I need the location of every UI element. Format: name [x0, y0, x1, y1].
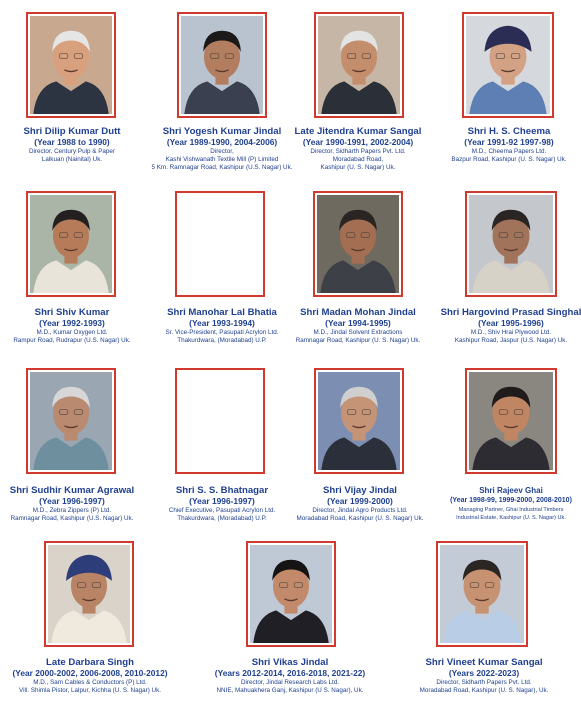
member-detail-line: Director, Sidharth Papers Pvt. Ltd. [310, 148, 406, 155]
photo-frame [313, 191, 403, 297]
member-detail-line: Director, Jindal Agro Products Ltd. [312, 507, 408, 514]
member-detail-line: Ramnagar Road, Kashipur (U.S. Nagar) Uk. [10, 515, 134, 523]
member-photo [30, 372, 112, 470]
member-years: (Year 1995-1996) [478, 318, 544, 328]
photo-frame [26, 12, 116, 118]
member-name: Shri Madan Mohan Jindal [300, 307, 416, 318]
member-years: (Year 1992-1993) [39, 318, 105, 328]
member-name: Shri Vijay Jindal [323, 485, 397, 496]
photo-frame [314, 12, 404, 118]
member-photo [469, 372, 553, 470]
member-name: Shri Shiv Kumar [34, 307, 110, 318]
member-name: Shri S. S. Bhatnagar [175, 485, 269, 496]
member-detail-line: M.D., Kumar Oxygen Ltd. [36, 329, 108, 336]
member-name: Late Darbara Singh [46, 657, 134, 668]
member-detail-line: Chief Executive, Pasupati Acrylon Ltd. [168, 507, 276, 514]
photo-frame [175, 191, 265, 297]
member-years: (Year 1999-2000) [327, 496, 393, 506]
member-detail-line: M.D., Cheema Papers Ltd. [471, 148, 547, 155]
member-name: Shri Dilip Kumar Dutt [23, 126, 121, 137]
member-detail-line: Sr. Vice-President, Pasupati Acrylon Ltd. [165, 329, 279, 336]
photo-frame [246, 541, 336, 647]
photo-placeholder [179, 372, 261, 470]
member-years: (Year 1998-99, 1999-2000, 2008-2010) [450, 497, 572, 504]
photo-frame [436, 541, 528, 647]
photo-frame [177, 12, 267, 118]
member-photo [317, 195, 399, 293]
member-detail-line: Thakurdwara, (Moradabad) U.P. [177, 515, 267, 523]
member-detail-line: Vill. Shimla Pistor, Lalpur, Kichha (U. S. Nagar) Uk. [19, 687, 161, 695]
photo-frame [44, 541, 134, 647]
member-photo [30, 195, 112, 293]
member-detail-line: 5 Km. Ramnagar Road, Kashipur (U.S. Nagar) Uk. [151, 164, 293, 172]
photo-frame [175, 368, 265, 474]
member-years: (Years 2022-2023) [448, 668, 520, 678]
member-years: (Year 2000-2002, 2006-2008, 2010-2012) [12, 668, 168, 678]
member-details [0, 679, 186, 695]
member-name: Shri Vikas Jindal [251, 657, 329, 668]
member-details [413, 148, 581, 164]
member-photo [30, 16, 112, 114]
photo-frame [465, 368, 557, 474]
member-details [194, 679, 386, 695]
member-years: (Year 1988 to 1990) [34, 137, 110, 147]
member-photo [466, 16, 550, 114]
member-name: Shri Manohar Lal Bhatia [167, 307, 277, 318]
member-name: Shri Rajeev Ghai [479, 486, 543, 495]
member-detail-line: M.D., Zebra Zippers (P) Ltd. [32, 507, 112, 514]
member-years: (Year 1994-1995) [325, 318, 391, 328]
photo-frame [462, 12, 554, 118]
member-detail-line: Kashipur (U. S. Nagar) Uk. [320, 164, 396, 172]
member-detail-line: M.D., Sam Cables & Conductors (P) Ltd. [33, 679, 147, 686]
member-detail-line: Director, Sidharth Papers Pvt. Ltd. [436, 679, 532, 686]
member-detail-line: Moradabad Road, [332, 156, 384, 164]
member-detail-line: Managing Partner, Ghai Industrial Timbers [458, 507, 564, 513]
member-detail-line: Rampur Road, Rudrapur (U.S. Nagar) Uk. [13, 337, 131, 345]
member-detail-line: Director, [210, 148, 234, 155]
member-photo [48, 545, 130, 643]
member-detail-line: Thakurdwara, (Moradabad) U.P. [177, 337, 267, 345]
photo-frame [26, 191, 116, 297]
member-photo [469, 195, 553, 293]
photo-frame [465, 191, 557, 297]
member-photo [318, 372, 400, 470]
member-photo [318, 16, 400, 114]
member-detail-line: Director, Century Pulp & Paper [28, 148, 116, 155]
member-detail-line: M.D., Jindal Solvent Extractions [313, 329, 403, 336]
member-detail-line: Moradabad Road, Kashipur (U. S. Nagar), Uk. [419, 687, 549, 695]
member-detail-line: M.D., Shiv Hrai Plywood Ltd. [470, 329, 552, 336]
member-years: (Year 1990-1991, 2002-2004) [302, 137, 414, 147]
member-name: Shri Vineet Kumar Sangal [425, 657, 543, 668]
member-detail-line: Industrial Estate, Kashipur (U. S. Nagar) Uk. [456, 514, 566, 521]
photo-frame [26, 368, 116, 474]
member-details [388, 679, 580, 695]
member-years: (Years 2012-2014, 2016-2018, 2021-22) [214, 668, 366, 678]
member-years: (Year 1989-1990, 2004-2006) [166, 137, 278, 147]
member-years: (Year 1991-92 1997-98) [464, 137, 554, 147]
member-detail-line: Director, Jindal Research Labs Ltd. [240, 679, 339, 686]
member-photo [250, 545, 332, 643]
member-years: (Year 1993-1994) [189, 318, 255, 328]
member-name: Shri Sudhir Kumar Agrawal [9, 485, 135, 496]
member-detail-line: Moradabad Road, Kashipur (U. S. Nagar) Uk. [296, 515, 424, 523]
member-detail-line: Lalkuan (Nainital) Uk. [41, 156, 103, 164]
member-detail-line: Ramnagar Road, Kashipur (U. S. Nagar) Uk. [295, 337, 421, 345]
member-years: (Year 1996-1997) [39, 496, 105, 506]
member-name: Shri Yogesh Kumar Jindal [162, 126, 282, 137]
member-name: Late Jitendra Kumar Sangal [294, 126, 422, 137]
member-details [415, 329, 581, 345]
member-photo [440, 545, 524, 643]
member-detail-line: Kashipur Road, Jaspur (U.S. Nagar) Uk. [454, 337, 568, 345]
member-details [415, 507, 581, 522]
member-name: Shri H. S. Cheema [467, 126, 551, 137]
member-detail-line: Bazpur Road, Kashipur (U. S. Nagar) Uk. [451, 156, 567, 164]
member-detail-line: Kashi Vishwanath Textile Mill (P) Limited [165, 156, 279, 164]
photo-frame [314, 368, 404, 474]
member-detail-line: NNIE, Mahuakhera Ganj, Kashipur (U S. Nagar), Uk. [216, 687, 364, 695]
photo-placeholder [179, 195, 261, 293]
member-photo [181, 16, 263, 114]
member-years: (Year 1996-1997) [189, 496, 255, 506]
member-name: Shri Hargovind Prasad Singhal [440, 307, 581, 318]
